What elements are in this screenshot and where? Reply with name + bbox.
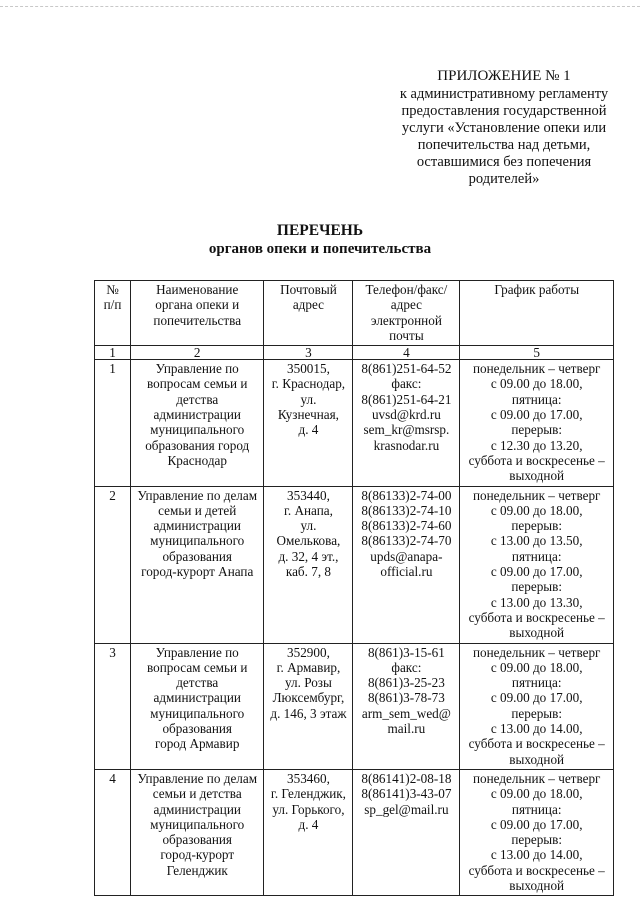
cell-line: г. Геленджик, <box>270 786 346 802</box>
body-name <box>131 769 264 895</box>
header-cell <box>460 281 614 346</box>
cell-line: 8(861)3-78-73 <box>367 690 445 706</box>
header-cell <box>95 281 131 346</box>
header-cell <box>353 281 460 346</box>
cell-line: Геленджик <box>166 862 228 878</box>
body-name <box>131 486 264 643</box>
cell-line: Управление по делам <box>137 770 258 786</box>
cell-line: администрации <box>153 518 241 534</box>
cell-line: с 12.30 до 13.20, <box>490 437 583 453</box>
column-number: 3 <box>264 346 353 360</box>
cell-line: д. 4 <box>298 816 319 832</box>
cell-line: 8(861)251-64-52 <box>361 361 452 377</box>
cell-line: с 09.00 до 17.00, <box>490 816 583 832</box>
cell-line: 8(86133)2-74-00 <box>361 487 452 503</box>
appendix-line: предоставления государственной <box>401 103 607 119</box>
cell-line: sem_kr@msrsp. <box>363 422 450 438</box>
document-subtitle: органов опеки и попечительства <box>208 241 432 257</box>
cell-line: ул. <box>300 518 317 534</box>
cell-line: ул. Розы <box>285 675 332 691</box>
cell-line: выходной <box>509 468 565 484</box>
page-top-border <box>0 6 640 7</box>
cell-line: адрес <box>390 297 422 313</box>
cell-line: 8(86141)2-08-18 <box>361 770 452 786</box>
row-number: 3 <box>95 643 131 769</box>
body-name <box>131 643 264 769</box>
cell-line: пятница: <box>511 391 562 407</box>
column-number: 5 <box>460 346 614 360</box>
appendix-line: оставшимися без попечения <box>416 154 592 170</box>
table-row <box>95 486 614 643</box>
cell-line: муниципального <box>150 422 245 438</box>
cell-line: пятница: <box>511 801 562 817</box>
postal-address <box>264 769 353 895</box>
cell-line: Кузнечная, <box>277 407 339 423</box>
cell-line: суббота и воскресенье – <box>468 609 605 625</box>
cell-line: 352900, <box>287 644 330 660</box>
cell-line: с 13.00 до 14.00, <box>490 721 583 737</box>
cell-line: органа опеки и <box>155 297 240 313</box>
cell-line: Почтовый <box>280 282 337 297</box>
cell-line: г. Краснодар, <box>271 376 346 392</box>
cell-line: г. Анапа, <box>283 502 333 518</box>
cell-line: 8(861)3-15-61 <box>367 644 445 660</box>
cell-line: адрес <box>292 297 325 313</box>
cell-line: sp_gel@mail.ru <box>364 801 449 817</box>
cell-line: № <box>106 282 119 297</box>
cell-line: с 09.00 до 17.00, <box>490 690 583 706</box>
row-number: 1 <box>95 360 131 486</box>
cell-line: с 09.00 до 17.00, <box>490 407 583 423</box>
table-header-row <box>95 281 614 346</box>
cell-line: с 09.00 до 18.00, <box>490 376 583 392</box>
cell-line: пятница: <box>511 548 562 564</box>
cell-line: администрации <box>153 801 241 817</box>
cell-line: понедельник – четверг <box>472 770 601 786</box>
cell-line: ул. <box>300 391 317 407</box>
cell-line: uvsd@krd.ru <box>371 407 441 423</box>
cell-line: 8(86133)2-74-60 <box>361 518 452 534</box>
cell-line: детства <box>176 675 219 691</box>
work-schedule <box>460 360 614 486</box>
work-schedule <box>460 769 614 895</box>
appendix-line: попечительства над детьми, <box>417 137 591 153</box>
appendix-line: услуги «Установление опеки или <box>401 120 607 136</box>
body-name <box>131 360 264 486</box>
cell-line: д. 32, 4 эт., <box>278 548 339 564</box>
cell-line: выходной <box>509 877 565 893</box>
table-row <box>95 360 614 486</box>
cell-line: факс: <box>391 376 422 392</box>
cell-line: попечительства <box>153 312 242 328</box>
cell-line: город Армавир <box>155 736 240 752</box>
cell-line: с 13.00 до 13.30, <box>490 594 583 610</box>
header-cell <box>131 281 264 346</box>
cell-line: муниципального <box>150 533 245 549</box>
column-number-row <box>95 346 614 360</box>
appendix-line: к административному регламенту <box>399 86 609 102</box>
cell-line: образования <box>162 548 233 564</box>
cell-line: Краснодар <box>167 452 227 468</box>
postal-address <box>264 486 353 643</box>
cell-line: с 13.00 до 13.50, <box>490 533 583 549</box>
cell-line: с 09.00 до 17.00, <box>490 564 583 580</box>
cell-line: семьи и детства <box>152 786 242 802</box>
cell-line: 350015, <box>287 361 330 377</box>
cell-line: детства <box>176 391 219 407</box>
cell-line: mail.ru <box>387 721 426 737</box>
cell-line: д. 4 <box>298 422 319 438</box>
cell-line: Люксембург, <box>272 690 345 706</box>
postal-address <box>264 643 353 769</box>
column-number: 1 <box>95 346 131 360</box>
document-heading <box>0 222 640 258</box>
cell-line: вопросам семьи и <box>147 659 248 675</box>
cell-line: образования <box>162 832 233 848</box>
cell-line: понедельник – четверг <box>472 361 601 377</box>
cell-line: перерыв: <box>511 705 563 721</box>
cell-line: электронной <box>370 312 442 328</box>
work-schedule <box>460 643 614 769</box>
cell-line: Управление по <box>155 644 239 660</box>
cell-line: семьи и детей <box>158 502 237 518</box>
postal-address <box>264 360 353 486</box>
table-row <box>95 643 614 769</box>
cell-line: 353460, <box>287 770 330 786</box>
column-number: 4 <box>353 346 460 360</box>
contacts <box>353 486 460 643</box>
cell-line: Управление по делам <box>137 487 258 503</box>
cell-line: образования <box>162 721 233 737</box>
cell-line: График работы <box>494 282 580 297</box>
cell-line: ул. Горького, <box>272 801 345 817</box>
cell-line: суббота и воскресенье – <box>468 736 605 752</box>
cell-line: почты <box>389 327 424 343</box>
cell-line: 8(861)251-64-21 <box>361 391 452 407</box>
cell-line: 8(86141)3-43-07 <box>361 786 452 802</box>
cell-line: выходной <box>509 751 565 767</box>
cell-line: г. Армавир, <box>276 659 341 675</box>
appendix-title: ПРИЛОЖЕНИЕ № 1 <box>437 68 571 84</box>
cell-line: пятница: <box>511 675 562 691</box>
cell-line: 8(861)3-25-23 <box>367 675 445 691</box>
cell-line: 8(86133)2-74-10 <box>361 502 452 518</box>
cell-line: факс: <box>391 659 422 675</box>
cell-line: выходной <box>509 625 565 641</box>
cell-line: krasnodar.ru <box>373 437 440 453</box>
document-title: ПЕРЕЧЕНЬ <box>276 222 364 239</box>
cell-line: перерыв: <box>511 579 563 595</box>
contacts <box>353 360 460 486</box>
cell-line: Наименование <box>156 282 239 297</box>
guardianship-bodies-table <box>94 280 614 896</box>
cell-line: 8(86133)2-74-70 <box>361 533 452 549</box>
cell-line: муниципального <box>150 705 245 721</box>
cell-line: Управление по <box>155 361 239 377</box>
cell-line: каб. 7, 8 <box>285 564 332 580</box>
cell-line: п/п <box>103 297 122 313</box>
cell-line: понедельник – четверг <box>472 487 601 503</box>
cell-line: образования город <box>145 437 250 453</box>
cell-line: д. 146, 3 этаж <box>270 705 347 721</box>
cell-line: с 09.00 до 18.00, <box>490 502 583 518</box>
cell-line: official.ru <box>380 564 433 580</box>
cell-line: суббота и воскресенье – <box>468 862 605 878</box>
cell-line: upds@anapa- <box>370 548 443 564</box>
cell-line: Омелькова, <box>276 533 341 549</box>
cell-line: администрации <box>153 690 241 706</box>
contacts <box>353 643 460 769</box>
appendix-block <box>388 68 620 188</box>
cell-line: администрации <box>153 407 241 423</box>
cell-line: 353440, <box>287 487 330 503</box>
contacts <box>353 769 460 895</box>
cell-line: перерыв: <box>511 422 563 438</box>
row-number: 2 <box>95 486 131 643</box>
appendix-line: родителей» <box>468 171 540 187</box>
row-number: 4 <box>95 769 131 895</box>
cell-line: arm_sem_wed@ <box>361 705 451 721</box>
cell-line: понедельник – четверг <box>472 644 601 660</box>
cell-line: перерыв: <box>511 518 563 534</box>
cell-line: перерыв: <box>511 832 563 848</box>
cell-line: суббота и воскресенье – <box>468 452 605 468</box>
cell-line: с 13.00 до 14.00, <box>490 847 583 863</box>
cell-line: Телефон/факс/ <box>365 282 448 297</box>
cell-line: с 09.00 до 18.00, <box>490 786 583 802</box>
cell-line: вопросам семьи и <box>147 376 248 392</box>
cell-line: муниципального <box>150 816 245 832</box>
cell-line: город-курорт <box>160 847 235 863</box>
work-schedule <box>460 486 614 643</box>
table-row <box>95 769 614 895</box>
cell-line: город-курорт Анапа <box>141 564 254 580</box>
header-cell <box>264 281 353 346</box>
column-number: 2 <box>131 346 264 360</box>
cell-line: с 09.00 до 18.00, <box>490 659 583 675</box>
